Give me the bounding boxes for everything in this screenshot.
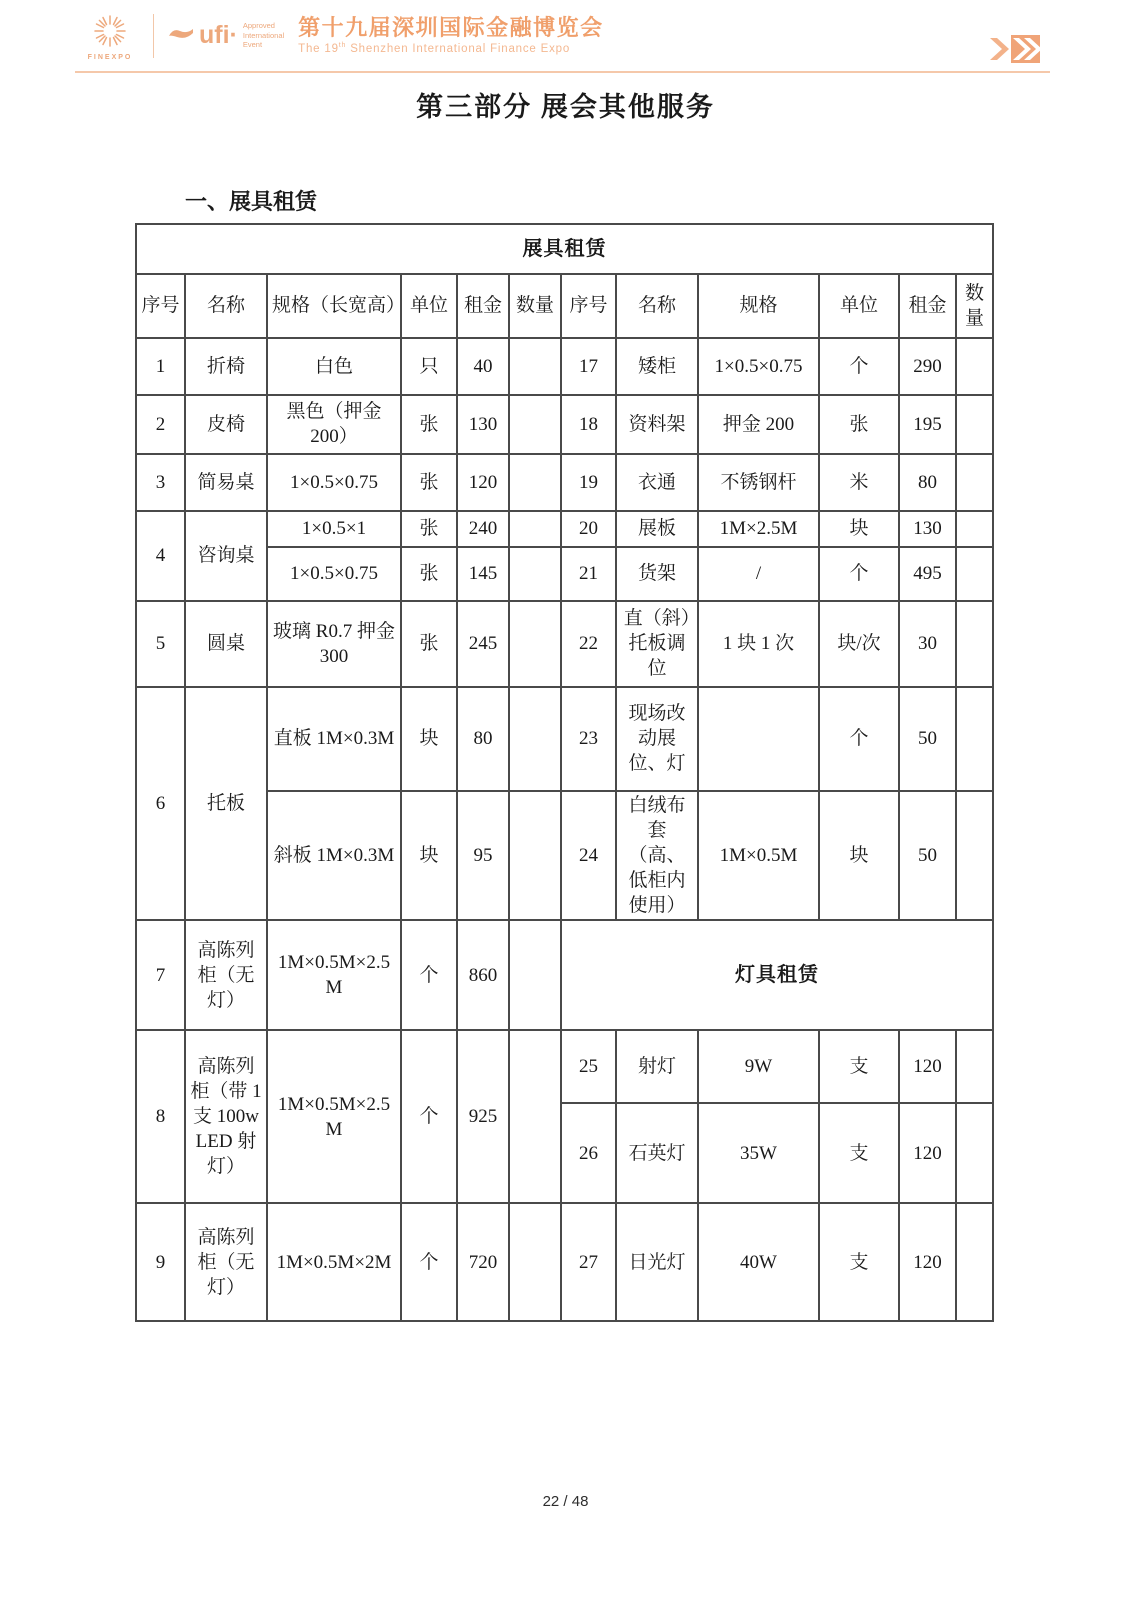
table-cell: 玻璃 R0.7 押金 300 bbox=[267, 601, 401, 687]
table-cell bbox=[956, 395, 993, 454]
table-cell: 40W bbox=[698, 1203, 819, 1321]
table-cell: 个 bbox=[819, 547, 899, 601]
table-cell: 3 bbox=[136, 454, 185, 511]
table-cell: 斜板 1M×0.3M bbox=[267, 791, 401, 920]
table-cell: 块 bbox=[819, 791, 899, 920]
table-cell: 720 bbox=[457, 1203, 509, 1321]
table-cell: 资料架 bbox=[616, 395, 698, 454]
table-cell: 序号 bbox=[561, 274, 616, 338]
table-row bbox=[136, 1030, 993, 1103]
table-cell bbox=[509, 338, 561, 395]
expo-title-cn: 第十九届深圳国际金融博览会 bbox=[298, 14, 604, 40]
table-cell: 1M×2.5M bbox=[698, 511, 819, 547]
table-cell: 50 bbox=[899, 687, 956, 791]
table-cell: 6 bbox=[136, 687, 185, 920]
table-cell: 矮柜 bbox=[616, 338, 698, 395]
page-number: 22 / 48 bbox=[542, 1493, 589, 1510]
table-cell: 租金 bbox=[457, 274, 509, 338]
table-row bbox=[136, 338, 993, 395]
table-cell: 只 bbox=[401, 338, 457, 395]
table-cell: 块 bbox=[819, 511, 899, 547]
table-cell: 规格（长宽高） bbox=[267, 274, 401, 338]
table-cell: 1 块 1 次 bbox=[698, 601, 819, 687]
table-cell: 押金 200 bbox=[698, 395, 819, 454]
table-cell: 咨询桌 bbox=[185, 511, 267, 601]
table-cell: 皮椅 bbox=[185, 395, 267, 454]
table-cell bbox=[956, 791, 993, 920]
table-cell bbox=[509, 601, 561, 687]
table-cell: 19 bbox=[561, 454, 616, 511]
table-cell bbox=[956, 1203, 993, 1321]
expo-title-en: The 19th Shenzhen International Finance Expo bbox=[298, 42, 571, 55]
table-cell: 5 bbox=[136, 601, 185, 687]
table-cell: 1M×0.5M×2M bbox=[267, 1203, 401, 1321]
ufi-logo-label: ufi· bbox=[199, 21, 238, 49]
table-cell: 支 bbox=[819, 1030, 899, 1103]
table-cell: 租金 bbox=[899, 274, 956, 338]
table-cell: 展具租赁 bbox=[136, 224, 993, 274]
table-cell bbox=[509, 547, 561, 601]
table-row bbox=[136, 224, 993, 274]
table-cell bbox=[509, 395, 561, 454]
table-row bbox=[136, 395, 993, 454]
table-cell bbox=[956, 601, 993, 687]
table-cell: 个 bbox=[819, 687, 899, 791]
page-header bbox=[75, 0, 1050, 73]
ufi-swoosh-icon bbox=[168, 25, 194, 46]
table-cell bbox=[509, 511, 561, 547]
table-cell: 26 bbox=[561, 1103, 616, 1203]
table-cell: 1M×0.5M×2.5M bbox=[267, 1030, 401, 1203]
table-cell: 折椅 bbox=[185, 338, 267, 395]
table-cell: 现场改动展位、灯 bbox=[616, 687, 698, 791]
table-row bbox=[136, 687, 993, 791]
table-cell: 块 bbox=[401, 791, 457, 920]
table-cell: 40 bbox=[457, 338, 509, 395]
table-body bbox=[136, 224, 993, 1321]
table-cell bbox=[956, 454, 993, 511]
table-cell: 9 bbox=[136, 1203, 185, 1321]
table-cell: 支 bbox=[819, 1203, 899, 1321]
table-cell: 单位 bbox=[819, 274, 899, 338]
table-cell bbox=[698, 687, 819, 791]
table-cell: 张 bbox=[401, 547, 457, 601]
table-cell: 130 bbox=[899, 511, 956, 547]
table-cell bbox=[509, 687, 561, 791]
table-cell: 单位 bbox=[401, 274, 457, 338]
table-cell: 290 bbox=[899, 338, 956, 395]
table-cell: 数量 bbox=[956, 274, 993, 338]
table-cell: 50 bbox=[899, 791, 956, 920]
table-cell: 数量 bbox=[509, 274, 561, 338]
table-cell: 黑色（押金 200） bbox=[267, 395, 401, 454]
table-cell: 21 bbox=[561, 547, 616, 601]
table-cell: 9W bbox=[698, 1030, 819, 1103]
table-cell: 个 bbox=[401, 920, 457, 1030]
table-cell: 张 bbox=[401, 511, 457, 547]
table-cell: 名称 bbox=[616, 274, 698, 338]
table-cell: 白色 bbox=[267, 338, 401, 395]
table-cell: 米 bbox=[819, 454, 899, 511]
table-cell: 95 bbox=[457, 791, 509, 920]
table-cell: 1M×0.5M bbox=[698, 791, 819, 920]
table-cell: 个 bbox=[401, 1030, 457, 1203]
table-cell: 80 bbox=[457, 687, 509, 791]
table-cell: 张 bbox=[401, 395, 457, 454]
table-cell: 245 bbox=[457, 601, 509, 687]
double-chevron-icon bbox=[984, 34, 1042, 69]
table-cell bbox=[956, 1103, 993, 1203]
table-row bbox=[136, 601, 993, 687]
table-cell: 120 bbox=[457, 454, 509, 511]
table-cell: 块/次 bbox=[819, 601, 899, 687]
table-cell: 块 bbox=[401, 687, 457, 791]
table-cell: 495 bbox=[899, 547, 956, 601]
table-cell: 白绒布套（高、低柜内使用） bbox=[616, 791, 698, 920]
table-cell: 个 bbox=[401, 1203, 457, 1321]
table-cell: 860 bbox=[457, 920, 509, 1030]
table-cell: 23 bbox=[561, 687, 616, 791]
table-row bbox=[136, 1203, 993, 1321]
header-divider bbox=[153, 14, 154, 58]
table-cell: 日光灯 bbox=[616, 1203, 698, 1321]
table-cell: 1×0.5×1 bbox=[267, 511, 401, 547]
table-cell: 24 bbox=[561, 791, 616, 920]
table-cell: 1×0.5×0.75 bbox=[267, 547, 401, 601]
table-cell: 27 bbox=[561, 1203, 616, 1321]
table-cell: 射灯 bbox=[616, 1030, 698, 1103]
table-cell: 80 bbox=[899, 454, 956, 511]
table-cell bbox=[509, 1030, 561, 1203]
table-cell bbox=[956, 1030, 993, 1103]
table-row bbox=[136, 511, 993, 547]
table-cell: 22 bbox=[561, 601, 616, 687]
table-cell: 托板 bbox=[185, 687, 267, 920]
table-cell: 直（斜）托板调位 bbox=[616, 601, 698, 687]
table-cell bbox=[509, 1203, 561, 1321]
table-cell: 张 bbox=[401, 601, 457, 687]
table-cell: 1 bbox=[136, 338, 185, 395]
table-cell: 名称 bbox=[185, 274, 267, 338]
table-cell: 120 bbox=[899, 1030, 956, 1103]
rental-table bbox=[135, 223, 994, 1322]
table-cell: 简易桌 bbox=[185, 454, 267, 511]
table-cell: 张 bbox=[819, 395, 899, 454]
table-cell bbox=[509, 920, 561, 1030]
table-cell: 4 bbox=[136, 511, 185, 601]
ufi-logo bbox=[168, 21, 284, 49]
table-cell: 高陈列柜（无灯） bbox=[185, 1203, 267, 1321]
table-cell: 120 bbox=[899, 1103, 956, 1203]
table-cell: 规格 bbox=[698, 274, 819, 338]
table-cell: 925 bbox=[457, 1030, 509, 1203]
table-cell bbox=[956, 547, 993, 601]
table-cell: 35W bbox=[698, 1103, 819, 1203]
section-heading: 一、展具租赁 bbox=[185, 189, 318, 215]
table-cell: 不锈钢杆 bbox=[698, 454, 819, 511]
table-cell bbox=[956, 687, 993, 791]
table-cell: 30 bbox=[899, 601, 956, 687]
table-cell: 145 bbox=[457, 547, 509, 601]
table-cell: 195 bbox=[899, 395, 956, 454]
table-cell: 灯具租赁 bbox=[561, 920, 993, 1030]
page-title: 第三部分 展会其他服务 bbox=[416, 92, 715, 122]
table-cell: 8 bbox=[136, 1030, 185, 1203]
table-cell bbox=[956, 511, 993, 547]
table-cell: 高陈列柜（带 1 支 100w LED 射灯） bbox=[185, 1030, 267, 1203]
table-cell: 高陈列柜（无灯） bbox=[185, 920, 267, 1030]
table-cell: 1×0.5×0.75 bbox=[267, 454, 401, 511]
ufi-tagline: Approved International Event bbox=[242, 21, 285, 50]
table-row bbox=[136, 274, 993, 338]
table-cell: 展板 bbox=[616, 511, 698, 547]
table-cell: 1×0.5×0.75 bbox=[698, 338, 819, 395]
table-cell: 张 bbox=[401, 454, 457, 511]
finexpo-logo-label: FINEXPO bbox=[87, 54, 133, 61]
table-cell: / bbox=[698, 547, 819, 601]
table-row bbox=[136, 920, 993, 1030]
table-cell: 120 bbox=[899, 1203, 956, 1321]
finexpo-logo bbox=[75, 14, 145, 61]
table-cell bbox=[956, 338, 993, 395]
expo-title-block bbox=[298, 16, 604, 55]
table-cell: 18 bbox=[561, 395, 616, 454]
table-cell: 130 bbox=[457, 395, 509, 454]
table-cell: 衣通 bbox=[616, 454, 698, 511]
table-row bbox=[136, 454, 993, 511]
table-cell: 圆桌 bbox=[185, 601, 267, 687]
table-cell: 石英灯 bbox=[616, 1103, 698, 1203]
table-cell: 7 bbox=[136, 920, 185, 1030]
table-cell bbox=[509, 454, 561, 511]
starburst-icon bbox=[93, 14, 127, 53]
table-cell: 17 bbox=[561, 338, 616, 395]
table-cell: 序号 bbox=[136, 274, 185, 338]
table-cell: 1M×0.5M×2.5M bbox=[267, 920, 401, 1030]
table-cell: 支 bbox=[819, 1103, 899, 1203]
table-cell: 直板 1M×0.3M bbox=[267, 687, 401, 791]
table-cell: 2 bbox=[136, 395, 185, 454]
table-cell: 货架 bbox=[616, 547, 698, 601]
table-cell: 20 bbox=[561, 511, 616, 547]
table-cell: 25 bbox=[561, 1030, 616, 1103]
table-cell bbox=[509, 791, 561, 920]
table-cell: 240 bbox=[457, 511, 509, 547]
table-cell: 个 bbox=[819, 338, 899, 395]
